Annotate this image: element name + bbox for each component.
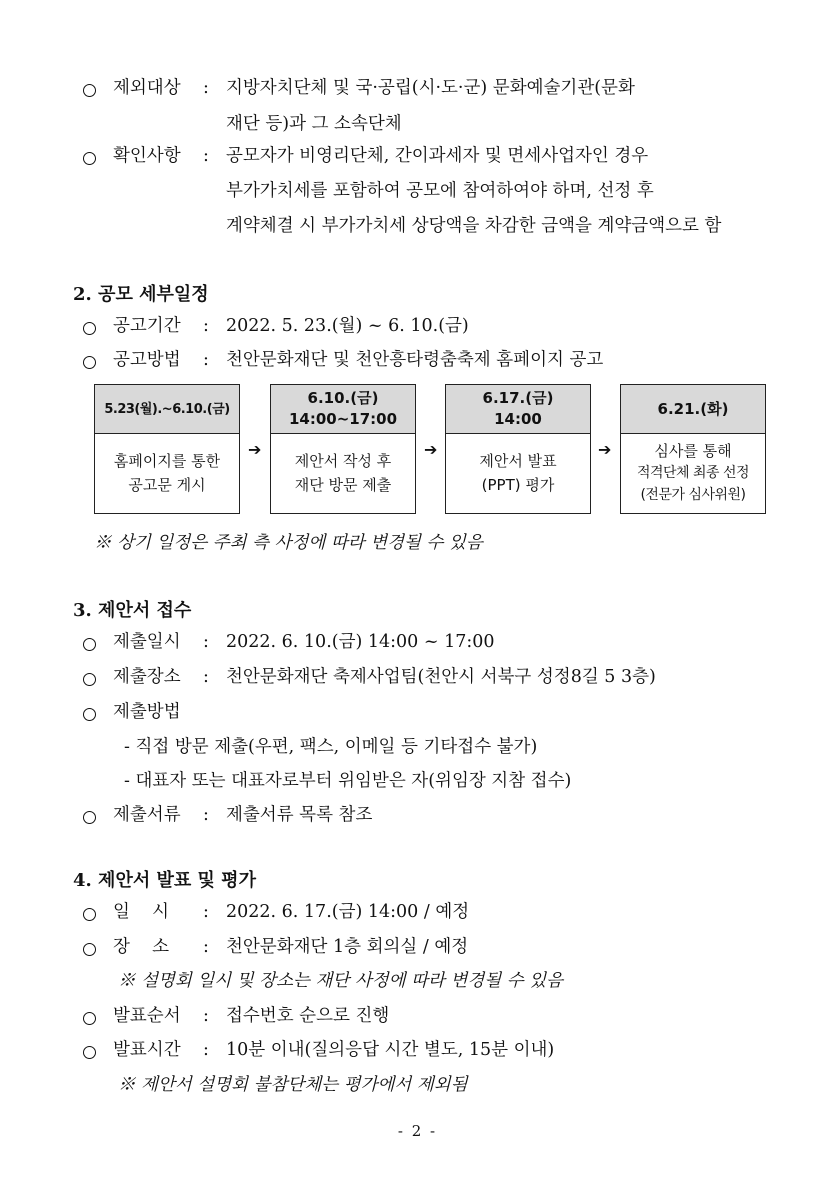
item-text: 부가가치세를 포함하여 공모에 참여하여야 하며, 선정 후 xyxy=(226,181,654,201)
step-text: 제안서 작성 후 xyxy=(294,452,392,470)
item-text: 천안문화재단 및 천안흥타령춤축제 홈페이지 공고 xyxy=(226,350,604,370)
bullet-icon xyxy=(83,811,96,824)
section-heading: 2. 공모 세부일정 xyxy=(73,284,209,305)
venue-note: ※ 설명회 일시 및 장소는 재단 사정에 따라 변경될 수 있음 xyxy=(118,971,564,991)
step-date-text: 6.10.(금) xyxy=(307,389,379,407)
item-text: 계약체결 시 부가가치세 상당액을 차감한 금액을 계약금액으로 함 xyxy=(226,216,722,236)
item-text: 지방자치단체 및 국·공립(시·도·군) 문화예술기관(문화 xyxy=(226,78,635,98)
colon: : xyxy=(203,937,209,957)
step-date xyxy=(621,385,765,434)
bullet-icon xyxy=(83,943,96,956)
item-label: 발표시간 xyxy=(113,1040,181,1060)
colon: : xyxy=(203,78,209,98)
bullet-icon xyxy=(83,638,96,651)
item-label: 제출서류 xyxy=(113,805,181,825)
bullet-icon xyxy=(83,152,96,165)
item-text: 제출서류 목록 참조 xyxy=(226,805,373,825)
colon: : xyxy=(203,350,209,370)
arrow-right-icon: ➔ xyxy=(248,440,262,459)
item-label: 공고기간 xyxy=(113,316,181,336)
item-text: 2022. 5. 23.(월) ~ 6. 10.(금) xyxy=(226,316,469,336)
step-text: 재단 방문 제출 xyxy=(294,476,392,494)
item-label: 제출방법 xyxy=(113,702,181,722)
bullet-icon xyxy=(83,1046,96,1059)
colon: : xyxy=(203,632,209,652)
bullet-icon xyxy=(83,908,96,921)
item-text: 2022. 6. 10.(금) 14:00 ~ 17:00 xyxy=(226,632,495,652)
item-text: 10분 이내(질의응답 시간 별도, 15분 이내) xyxy=(226,1040,555,1060)
item-label: 장 소 xyxy=(113,937,170,957)
step-description xyxy=(271,433,415,513)
step-description xyxy=(95,433,239,513)
step-description xyxy=(446,433,590,513)
bullet-icon xyxy=(83,84,96,97)
section-heading: 3. 제안서 접수 xyxy=(73,600,192,621)
item-label: 확인사항 xyxy=(113,146,181,166)
step-time-text: 14:00 xyxy=(494,410,542,428)
bullet-icon xyxy=(83,322,96,335)
arrow-right-icon: ➔ xyxy=(598,440,612,459)
colon: : xyxy=(203,805,209,825)
schedule-step-2 xyxy=(270,384,416,514)
bullet-icon xyxy=(83,673,96,686)
item-label: 일 시 xyxy=(113,902,170,922)
method-line: - 직접 방문 제출(우편, 팩스, 이메일 등 기타접수 불가) xyxy=(124,737,538,757)
step-date-text: 6.17.(금) xyxy=(482,389,554,407)
step-text: (PPT) 평가 xyxy=(481,476,555,494)
colon: : xyxy=(203,146,209,166)
item-label: 제출장소 xyxy=(113,667,181,687)
item-label: 공고방법 xyxy=(113,350,181,370)
step-text: 공고문 게시 xyxy=(128,476,206,494)
schedule-note: ※ 상기 일정은 주최 측 사정에 따라 변경될 수 있음 xyxy=(94,533,483,553)
bullet-icon xyxy=(83,1012,96,1025)
step-time-text: 14:00~17:00 xyxy=(288,410,398,428)
item-label: 제출일시 xyxy=(113,632,181,652)
colon: : xyxy=(203,1040,209,1060)
step-text: 심사를 통해 xyxy=(654,442,732,460)
arrow-right-icon: ➔ xyxy=(424,440,438,459)
exclusion-note: ※ 제안서 설명회 불참단체는 평가에서 제외됨 xyxy=(118,1075,468,1095)
schedule-step-1 xyxy=(94,384,240,514)
bullet-icon xyxy=(83,708,96,721)
step-text: 적격단체 최종 선정 xyxy=(636,465,750,481)
colon: : xyxy=(203,316,209,336)
item-text: 천안문화재단 축제사업팀(천안시 서북구 성정8길 5 3층) xyxy=(226,667,656,687)
step-date xyxy=(95,385,239,434)
schedule-step-3 xyxy=(445,384,591,514)
step-date-text: 5.23(월).~6.10.(금) xyxy=(104,401,230,417)
item-label: 제외대상 xyxy=(113,78,181,98)
item-label: 발표순서 xyxy=(113,1006,181,1026)
colon: : xyxy=(203,902,209,922)
bullet-icon xyxy=(83,356,96,369)
step-description xyxy=(621,433,765,513)
step-text: 홈페이지를 통한 xyxy=(113,452,221,470)
step-date xyxy=(271,385,415,434)
method-line: - 대표자 또는 대표자로부터 위임받은 자(위임장 지참 접수) xyxy=(124,771,572,791)
schedule-step-4 xyxy=(620,384,766,514)
colon: : xyxy=(203,667,209,687)
item-text: 천안문화재단 1층 회의실 / 예정 xyxy=(226,937,469,957)
step-text: 제안서 발표 xyxy=(479,452,557,470)
item-text: 공모자가 비영리단체, 간이과세자 및 면세사업자인 경우 xyxy=(226,146,649,166)
item-text: 재단 등)과 그 소속단체 xyxy=(226,114,402,134)
step-date xyxy=(446,385,590,434)
section-heading: 4. 제안서 발표 및 평가 xyxy=(73,870,256,891)
colon: : xyxy=(203,1006,209,1026)
step-text: (전문가 심사위원) xyxy=(640,487,746,503)
step-date-text: 6.21.(화) xyxy=(657,399,729,418)
item-text: 2022. 6. 17.(금) 14:00 / 예정 xyxy=(226,902,470,922)
item-text: 접수번호 순으로 진행 xyxy=(226,1006,390,1026)
page-number: - 2 - xyxy=(397,1122,438,1140)
